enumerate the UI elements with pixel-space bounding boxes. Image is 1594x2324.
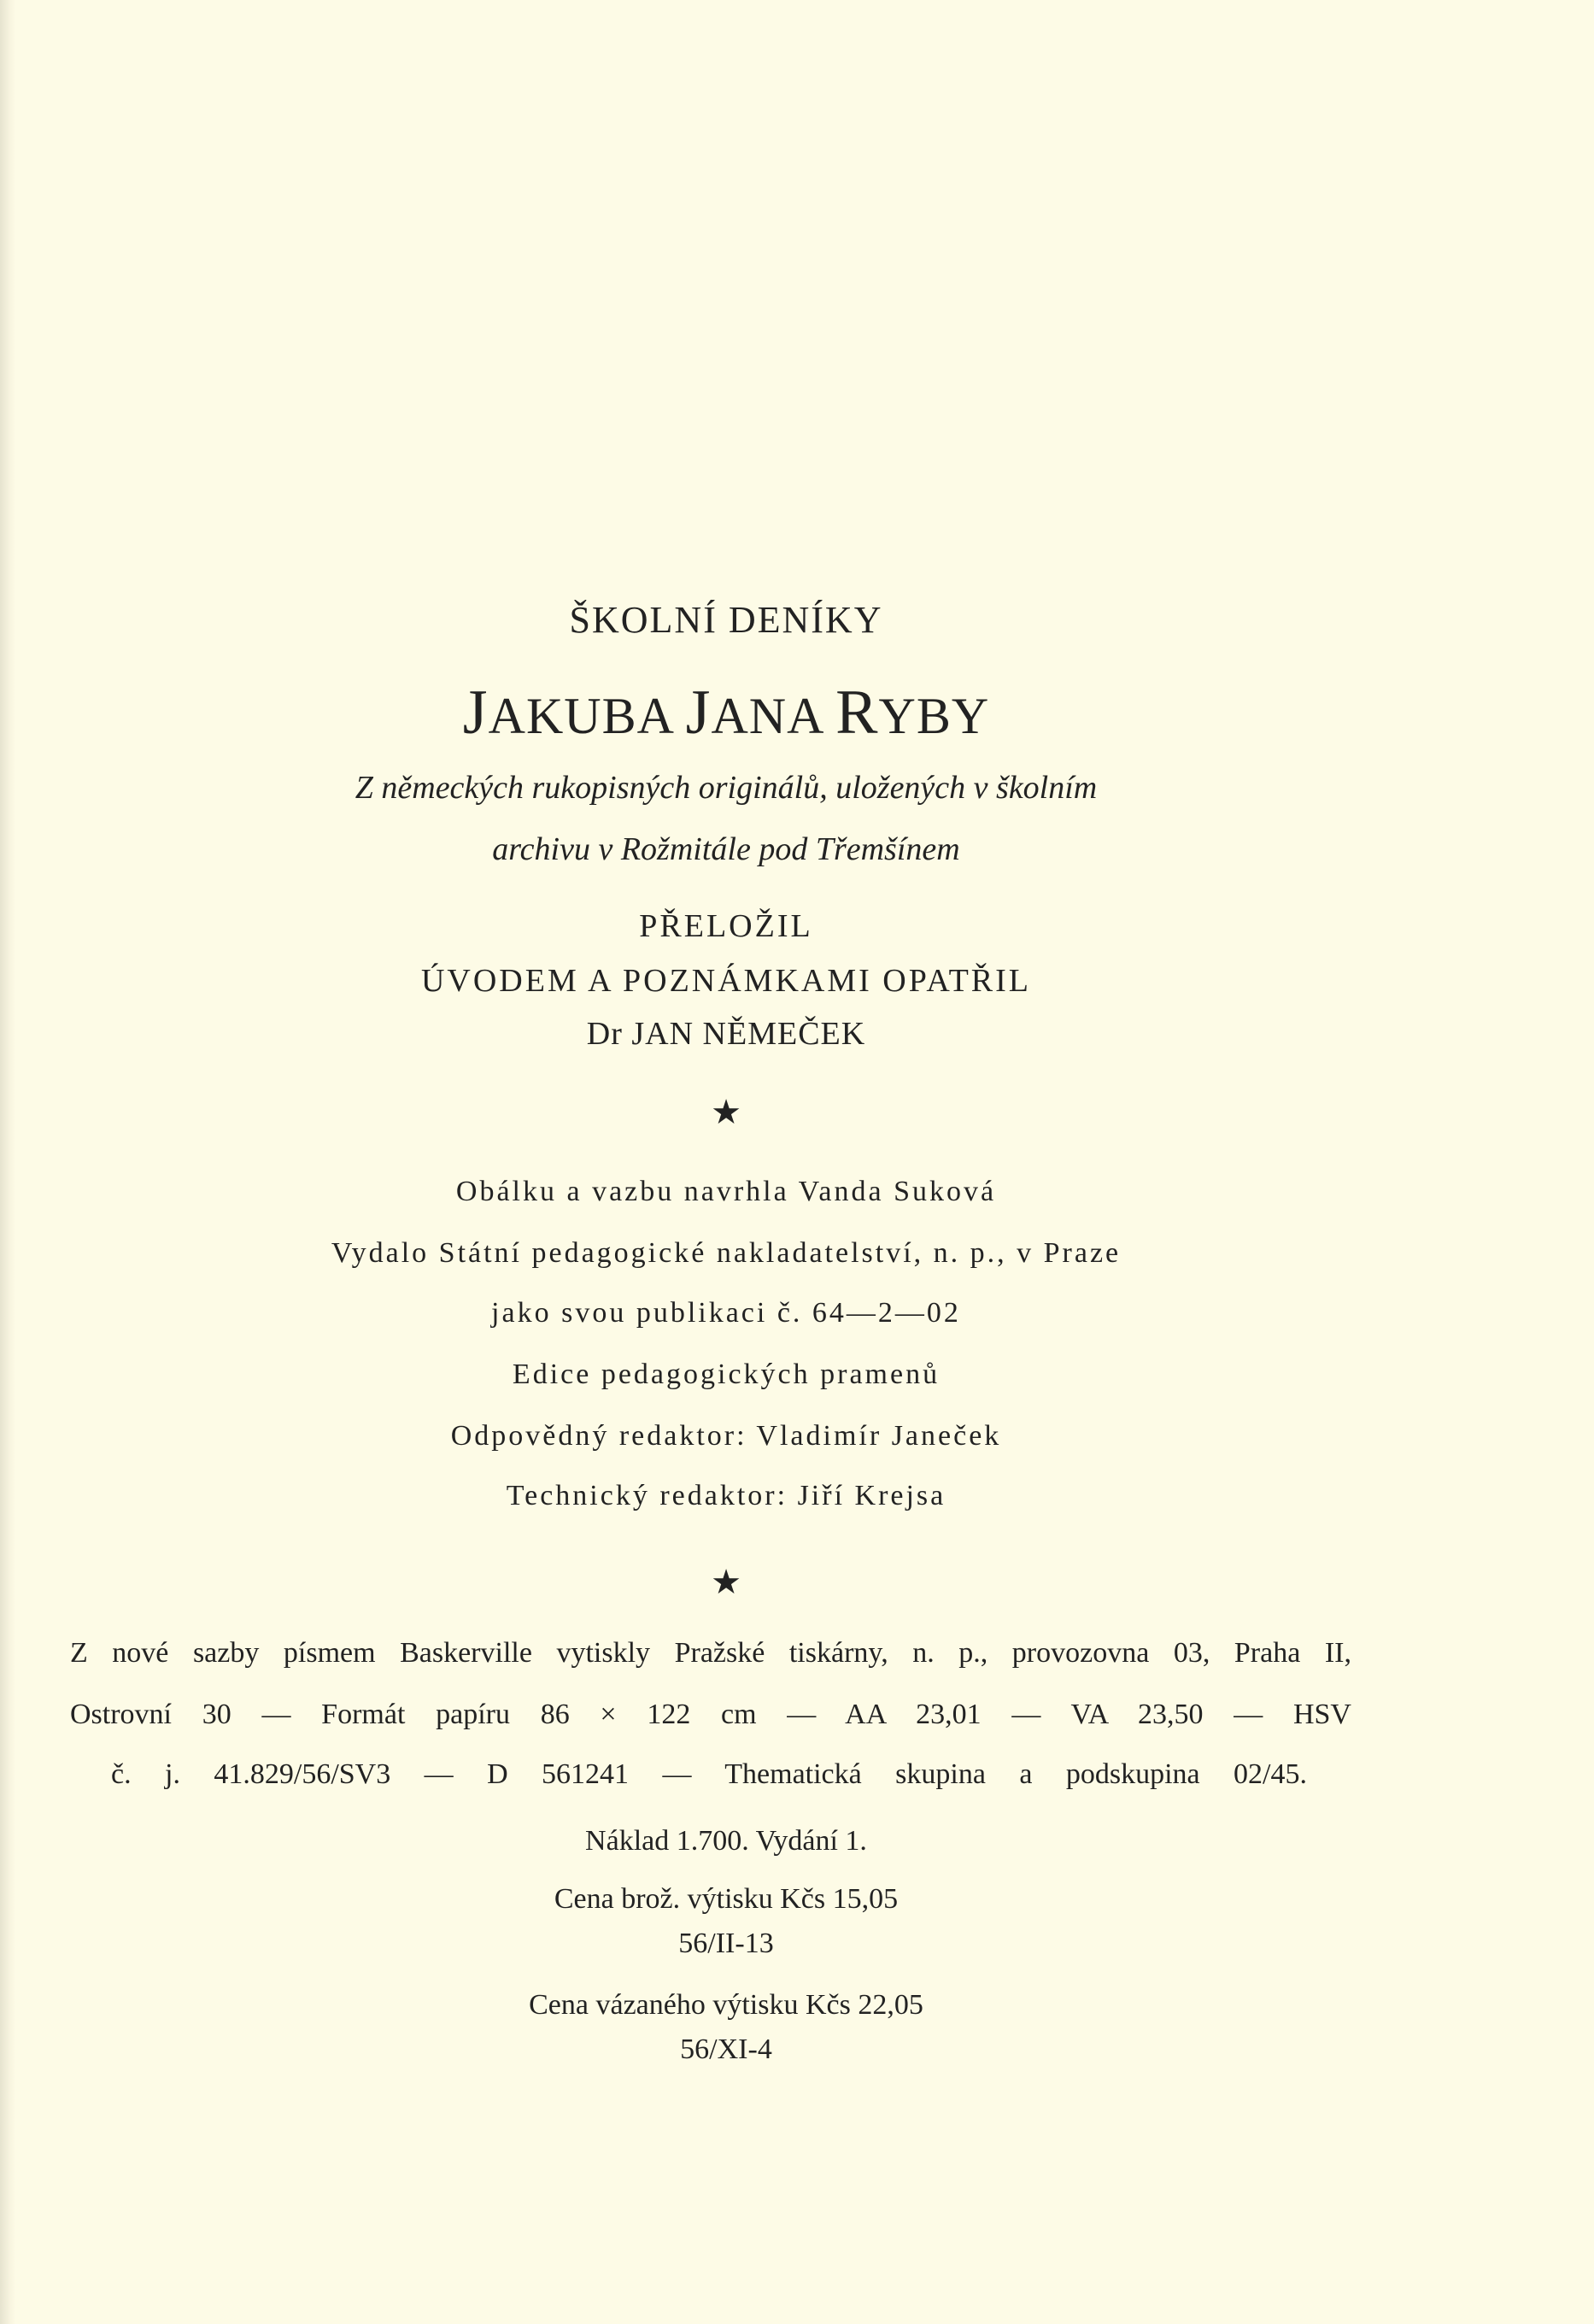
book-title-line1: ŠKOLNÍ DENÍKY <box>569 599 883 641</box>
star-ornament-icon: ★ <box>711 1563 741 1601</box>
star-ornament-icon: ★ <box>711 1093 741 1131</box>
title-word: AKUBA <box>488 688 686 744</box>
title-initial: J <box>462 678 489 748</box>
book-title-line2 <box>0 677 1452 749</box>
title-initial: J <box>685 678 712 748</box>
credit-publication-number: jako svou publikaci č. 64—2—02 <box>491 1297 961 1329</box>
subtitle-line2: archivu v Rožmitále pod Třemšínem <box>492 831 960 867</box>
imprint-line-format: Ostrovní 30 — Formát papíru 86 × 122 cm — AA 23,01 — VA 23,50 — HSV <box>70 1699 1351 1730</box>
translator-line1: PŘELOŽIL <box>639 908 813 944</box>
imprint-line-printer: Z nové sazby písmem Baskerville vytiskly Pražské tiskárny, n. p., provozovna 03, Praha II, <box>70 1637 1351 1669</box>
imprint-code-hardcover: 56/XI-4 <box>680 2034 772 2065</box>
title-initial: R <box>835 678 879 748</box>
subtitle-line1: Z německých rukopisných originálů, uložených v školním <box>355 770 1098 806</box>
title-word: YBY <box>878 688 990 744</box>
credit-responsible-editor: Odpovědný redaktor: Vladimír Janeček <box>450 1420 1002 1452</box>
imprint-line-reference: č. j. 41.829/56/SV3 — D 561241 — Thematická skupina a podskupina 02/45. <box>111 1758 1307 1790</box>
imprint-code-paperback: 56/II-13 <box>678 1928 774 1959</box>
translator-line2: ÚVODEM A POZNÁMKAMI OPATŘIL <box>420 963 1032 999</box>
title-word: ANA <box>711 688 836 744</box>
credit-publisher: Vydalo Státní pedagogické nakladatelství, n. p., v Praze <box>331 1237 1122 1269</box>
imprint-price-hardcover: Cena vázaného výtisku Kčs 22,05 <box>529 1989 923 2021</box>
credit-cover-design: Obálku a vazbu navrhla Vanda Suková <box>455 1176 997 1207</box>
credit-technical-editor: Technický redaktor: Jiří Krejsa <box>506 1480 946 1511</box>
imprint-price-paperback: Cena brož. výtisku Kčs 15,05 <box>554 1883 899 1915</box>
credit-edition-series: Edice pedagogických pramenů <box>512 1359 941 1390</box>
translator-name: Dr JAN NĚMEČEK <box>586 1016 866 1052</box>
imprint-print-run: Náklad 1.700. Vydání 1. <box>585 1825 867 1857</box>
